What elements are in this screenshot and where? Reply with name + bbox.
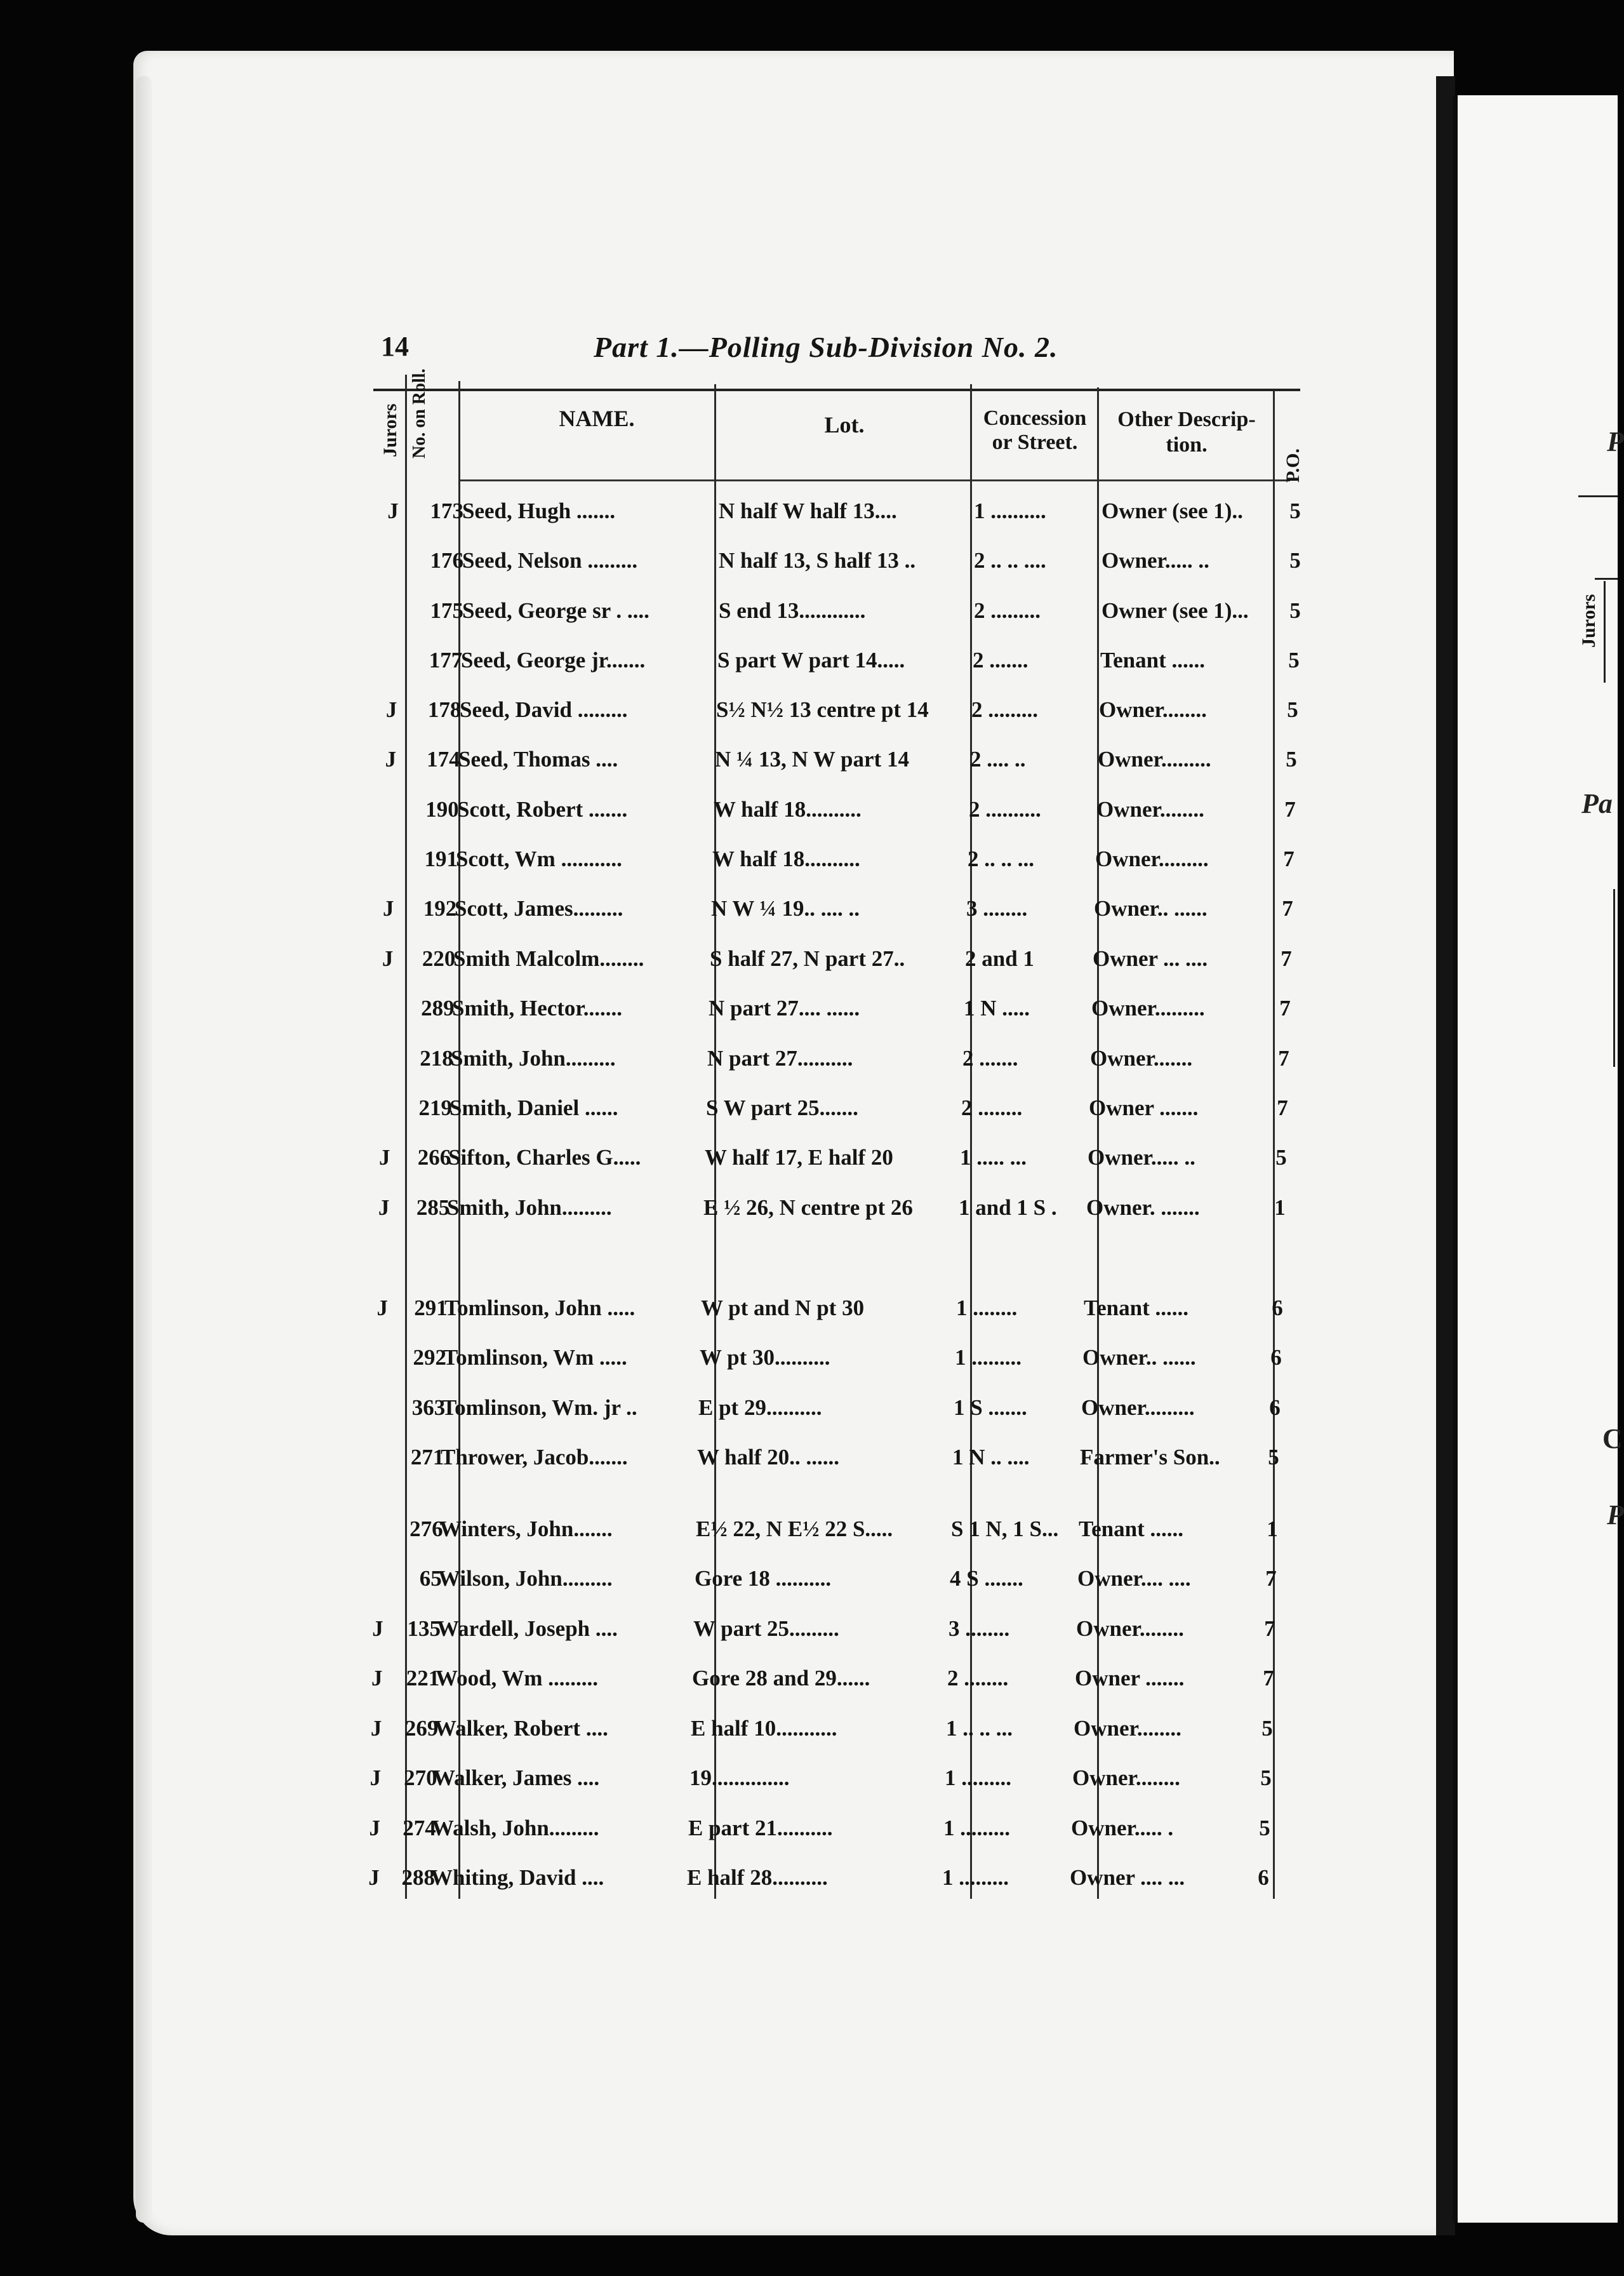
concession: 1 S ....... (954, 1395, 1027, 1420)
concession: 1 ......... (945, 1765, 1011, 1790)
lot-description: N part 27.......... (707, 1046, 853, 1071)
roll-number: 178 (427, 697, 462, 722)
post-office: 1 (1274, 1195, 1286, 1220)
table-row (0, 641, 1613, 679)
post-office: 6 (1272, 1295, 1283, 1320)
voter-name: Walker, Robert .... (434, 1716, 608, 1741)
other-description: Owner........ (1074, 1716, 1181, 1741)
voter-name: Whiting, David .... (430, 1865, 604, 1890)
voter-name: Scott, Robert ....... (457, 797, 628, 822)
juror-mark: J (372, 1616, 383, 1641)
roll-number: 274 (403, 1816, 436, 1840)
other-description: Tenant ...... (1079, 1516, 1184, 1541)
post-office: 7 (1277, 1095, 1288, 1120)
concession: 2 .. .. ... (968, 847, 1034, 871)
lot-description: S part W part 14..... (717, 648, 905, 673)
roll-number: 288 (401, 1865, 435, 1890)
table-row (0, 840, 1613, 878)
lot-description: E pt 29.......... (698, 1395, 822, 1420)
other-description: Owner. ....... (1086, 1195, 1200, 1220)
table-row (0, 740, 1613, 779)
roll-number: 270 (404, 1765, 437, 1790)
juror-mark: J (368, 1865, 380, 1890)
table-row (0, 1759, 1613, 1797)
other-description: Tenant ...... (1100, 648, 1206, 673)
voter-name: Sifton, Charles G..... (448, 1145, 641, 1170)
lot-description: S end 13............ (719, 598, 866, 623)
other-description: Owner......... (1095, 847, 1209, 871)
roll-number: 220 (422, 946, 456, 971)
other-description: Owner......... (1098, 747, 1211, 772)
other-description: Owner ....... (1075, 1666, 1185, 1690)
lot-description: Gore 28 and 29...... (692, 1666, 870, 1690)
other-description: Owner........ (1072, 1765, 1180, 1790)
other-description: Owner .... ... (1070, 1865, 1185, 1890)
roll-number: 135 (407, 1616, 441, 1641)
table-row (0, 1289, 1613, 1327)
concession: 2 ........ (947, 1666, 1009, 1690)
lot-description: W part 25......... (693, 1616, 839, 1641)
roll-number: 218 (420, 1046, 453, 1071)
post-office: 5 (1275, 1145, 1287, 1170)
concession: 1 ......... (943, 1816, 1010, 1840)
voter-name: Seed, George jr....... (461, 648, 646, 673)
roll-number: 291 (414, 1295, 448, 1320)
page-number: 14 (381, 331, 409, 362)
other-description: Farmer's Son.. (1080, 1445, 1220, 1469)
post-office: 5 (1289, 499, 1301, 523)
table-row (0, 592, 1613, 630)
concession: 2 .... .. (970, 747, 1026, 772)
concession: 2 ........ (961, 1095, 1023, 1120)
roll-number: 289 (421, 996, 455, 1021)
lot-description: E half 10........... (691, 1716, 837, 1741)
lot-description: S½ N½ 13 centre pt 14 (716, 697, 929, 722)
table-row (0, 1438, 1613, 1476)
roll-number: 177 (429, 648, 463, 673)
header-top-rule (373, 389, 1300, 391)
roll-number: 221 (406, 1666, 440, 1690)
concession: S 1 N, 1 S... (951, 1516, 1059, 1541)
lot-description: W half 17, E half 20 (705, 1145, 893, 1170)
other-description: Owner........ (1096, 797, 1204, 822)
concession: 3 ........ (966, 896, 1028, 921)
post-office: 5 (1288, 648, 1300, 673)
juror-mark: J (370, 1716, 382, 1741)
table-row (0, 1510, 1613, 1548)
other-description: Owner........ (1076, 1616, 1184, 1641)
roll-number: 266 (417, 1145, 451, 1170)
concession: 1 .......... (974, 499, 1046, 523)
table-row (0, 492, 1613, 530)
lot-description: N ¼ 13, N W part 14 (715, 747, 909, 772)
post-office: 7 (1282, 896, 1293, 921)
voter-name: Scott, James......... (455, 896, 623, 921)
juror-mark: J (379, 1145, 390, 1170)
voter-name: Wilson, John......... (438, 1566, 613, 1591)
post-office: 5 (1287, 697, 1298, 722)
post-office: 6 (1270, 1345, 1282, 1370)
other-description: Owner..... . (1071, 1816, 1174, 1840)
table-row (0, 940, 1613, 978)
right-page-jurors-label: Jurors (1578, 594, 1599, 648)
other-description: Owner.. ...... (1094, 896, 1208, 921)
post-office: 1 (1267, 1516, 1278, 1541)
right-page-fragment-p2: P (1607, 1499, 1624, 1530)
table-row (0, 1809, 1613, 1847)
concession: 1 .. .. ... (946, 1716, 1013, 1741)
concession: 1 ......... (942, 1865, 1009, 1890)
other-description: Owner (see 1)... (1102, 598, 1249, 623)
concession: 1 and 1 S . (959, 1195, 1057, 1220)
lot-description: W pt 30.......... (700, 1345, 830, 1370)
other-description: Owner.... .... (1077, 1566, 1191, 1591)
concession: 1 N ..... (964, 996, 1030, 1021)
other-description: Tenant ...... (1084, 1295, 1189, 1320)
roll-number: 276 (409, 1516, 443, 1541)
lot-description: 19.............. (689, 1765, 790, 1790)
lot-description: E ½ 26, N centre pt 26 (703, 1195, 913, 1220)
post-office: 5 (1286, 747, 1297, 772)
post-office: 5 (1289, 598, 1301, 623)
table-row (0, 1560, 1613, 1598)
voter-name: Smith Malcolm........ (453, 946, 644, 971)
roll-number: 269 (404, 1716, 439, 1741)
post-office: 7 (1279, 996, 1291, 1021)
header-po: P.O. (1282, 448, 1303, 483)
concession: 4 S ....... (950, 1566, 1023, 1591)
roll-number: 363 (411, 1395, 446, 1420)
concession: 1 ........ (956, 1295, 1018, 1320)
other-description: Owner..... .. (1088, 1145, 1195, 1170)
voter-name: Seed, Nelson ......... (462, 548, 638, 573)
other-description: Owner ... .... (1093, 946, 1208, 971)
other-description: Owner ....... (1089, 1095, 1199, 1120)
juror-mark: J (369, 1765, 382, 1790)
lot-description: S half 27, N part 27.. (710, 946, 905, 971)
right-page-column-line (1613, 889, 1615, 1067)
table-row (0, 1089, 1613, 1127)
lot-description: N half 13, S half 13 .. (719, 548, 916, 573)
roll-number: 292 (413, 1345, 446, 1370)
post-office: 7 (1264, 1616, 1275, 1641)
other-description: Owner.. ...... (1082, 1345, 1196, 1370)
post-office: 7 (1278, 1046, 1289, 1071)
header-description-line1: Other Descrip- (1117, 408, 1256, 431)
roll-number: 271 (410, 1445, 444, 1469)
header-no-on-roll: No. on Roll. (409, 368, 429, 459)
table-row (0, 1610, 1613, 1648)
post-office: 6 (1258, 1865, 1269, 1890)
voter-name: Winters, John....... (439, 1516, 613, 1541)
right-page-fragment-pa: Pa (1581, 788, 1613, 819)
juror-mark: J (369, 1816, 380, 1840)
concession: 2 ......... (974, 598, 1041, 623)
header-name: NAME. (559, 406, 635, 431)
lot-description: N W ¼ 19.. .... .. (711, 896, 860, 921)
post-office: 5 (1268, 1445, 1279, 1469)
lot-description: N half W half 13.... (719, 499, 897, 523)
table-row (0, 989, 1613, 1028)
table-row (0, 890, 1613, 928)
post-office: 5 (1260, 1765, 1272, 1790)
other-description: Owner (see 1).. (1102, 499, 1243, 523)
concession: 1 ......... (955, 1345, 1022, 1370)
voter-name: Thrower, Jacob....... (441, 1445, 628, 1469)
voter-name: Tomlinson, John ..... (444, 1295, 636, 1320)
roll-number: 285 (416, 1195, 450, 1220)
post-office: 7 (1283, 847, 1295, 871)
header-description-line2: tion. (1166, 433, 1208, 457)
post-office: 5 (1259, 1816, 1270, 1840)
lot-description: E part 21.......... (688, 1816, 833, 1840)
header-jurors: Jurors (380, 403, 401, 457)
roll-number: 191 (424, 847, 458, 871)
table-row (0, 542, 1613, 580)
lot-description: W pt and N pt 30 (701, 1295, 865, 1320)
other-description: Owner......... (1091, 996, 1205, 1021)
table-row (0, 1389, 1613, 1427)
voter-name: Walsh, John......... (432, 1816, 599, 1840)
voter-name: Smith, John......... (447, 1195, 612, 1220)
table-row (0, 1189, 1613, 1227)
voter-name: Tomlinson, Wm ..... (443, 1345, 627, 1370)
concession: 1 N .. .... (952, 1445, 1030, 1469)
post-office: 6 (1269, 1395, 1281, 1420)
voter-name: Wardell, Joseph .... (437, 1616, 618, 1641)
voter-name: Scott, Wm ........... (456, 847, 622, 871)
table-row (0, 1339, 1613, 1377)
lot-description: Gore 18 .......... (695, 1566, 832, 1591)
concession: 2 ....... (973, 648, 1028, 673)
table-row (0, 791, 1613, 829)
roll-number: 65 (419, 1566, 442, 1591)
juror-mark: J (383, 896, 394, 921)
concession: 3 ........ (948, 1616, 1010, 1641)
right-page-fragment-c: C (1602, 1423, 1623, 1454)
post-office: 5 (1289, 548, 1301, 573)
lot-description: E½ 22, N E½ 22 S..... (696, 1516, 893, 1541)
juror-mark: J (382, 946, 394, 971)
roll-number: 176 (430, 548, 463, 573)
page-title: Part 1.—Polling Sub-Division No. 2. (594, 331, 1058, 363)
lot-description: E half 28.......... (687, 1865, 828, 1890)
table-row (0, 1139, 1613, 1177)
roll-number: 175 (430, 598, 463, 623)
juror-mark: J (385, 747, 397, 772)
concession: 2 .......... (969, 797, 1041, 822)
juror-mark: J (371, 1666, 383, 1690)
right-page-fragment-p: P (1607, 426, 1624, 457)
concession: 2 .. .. .... (974, 548, 1046, 573)
concession: 2 and 1 (965, 946, 1034, 971)
voter-name: Smith, Hector....... (452, 996, 622, 1021)
lot-description: W half 18.......... (712, 847, 860, 871)
post-office: 7 (1263, 1666, 1274, 1690)
other-description: Owner........ (1099, 697, 1207, 722)
voter-name: Wood, Wm ......... (436, 1666, 599, 1690)
other-description: Owner......... (1081, 1395, 1195, 1420)
table-row (0, 1859, 1613, 1897)
table-row (0, 1040, 1613, 1078)
lot-description: S W part 25....... (706, 1095, 858, 1120)
voter-name: Tomlinson, Wm. jr .. (442, 1395, 637, 1420)
roll-number: 174 (427, 747, 460, 772)
header-concession-line1: Concession (983, 406, 1087, 430)
post-office: 7 (1281, 946, 1292, 971)
post-office: 5 (1261, 1716, 1273, 1741)
post-office: 7 (1265, 1566, 1277, 1591)
roll-number: 192 (423, 896, 457, 921)
roll-number: 190 (425, 797, 459, 822)
roll-number: 173 (430, 499, 463, 523)
header-lot: Lot. (824, 412, 865, 438)
concession: 2 ......... (971, 697, 1038, 722)
concession: 2 ....... (962, 1046, 1018, 1071)
table-row (0, 1710, 1613, 1748)
voter-name: Seed, George sr . .... (462, 598, 649, 623)
header-concession-line2: or Street. (992, 431, 1078, 454)
header-bottom-rule (458, 479, 1290, 481)
other-description: Owner....... (1090, 1046, 1193, 1071)
post-office: 7 (1284, 797, 1296, 822)
juror-mark: J (376, 1295, 388, 1320)
voter-name: Smith, Daniel ...... (449, 1095, 618, 1120)
lot-description: W half 20.. ...... (697, 1445, 839, 1469)
other-description: Owner..... .. (1102, 548, 1209, 573)
juror-mark: J (385, 697, 397, 722)
concession: 1 ..... ... (960, 1145, 1027, 1170)
voter-name: Smith, John......... (451, 1046, 616, 1071)
roll-number: 219 (418, 1095, 452, 1120)
voter-name: Seed, Hugh ....... (462, 499, 616, 523)
juror-mark: J (378, 1195, 390, 1220)
voter-name: Seed, Thomas .... (458, 747, 618, 772)
juror-mark: J (387, 499, 399, 523)
lot-description: W half 18.......... (714, 797, 862, 822)
table-row (0, 1659, 1613, 1697)
voter-name: Seed, David ......... (460, 697, 628, 722)
lot-description: N part 27.... ...... (709, 996, 860, 1021)
voter-name: Walker, James .... (433, 1765, 600, 1790)
table-row (0, 691, 1613, 729)
